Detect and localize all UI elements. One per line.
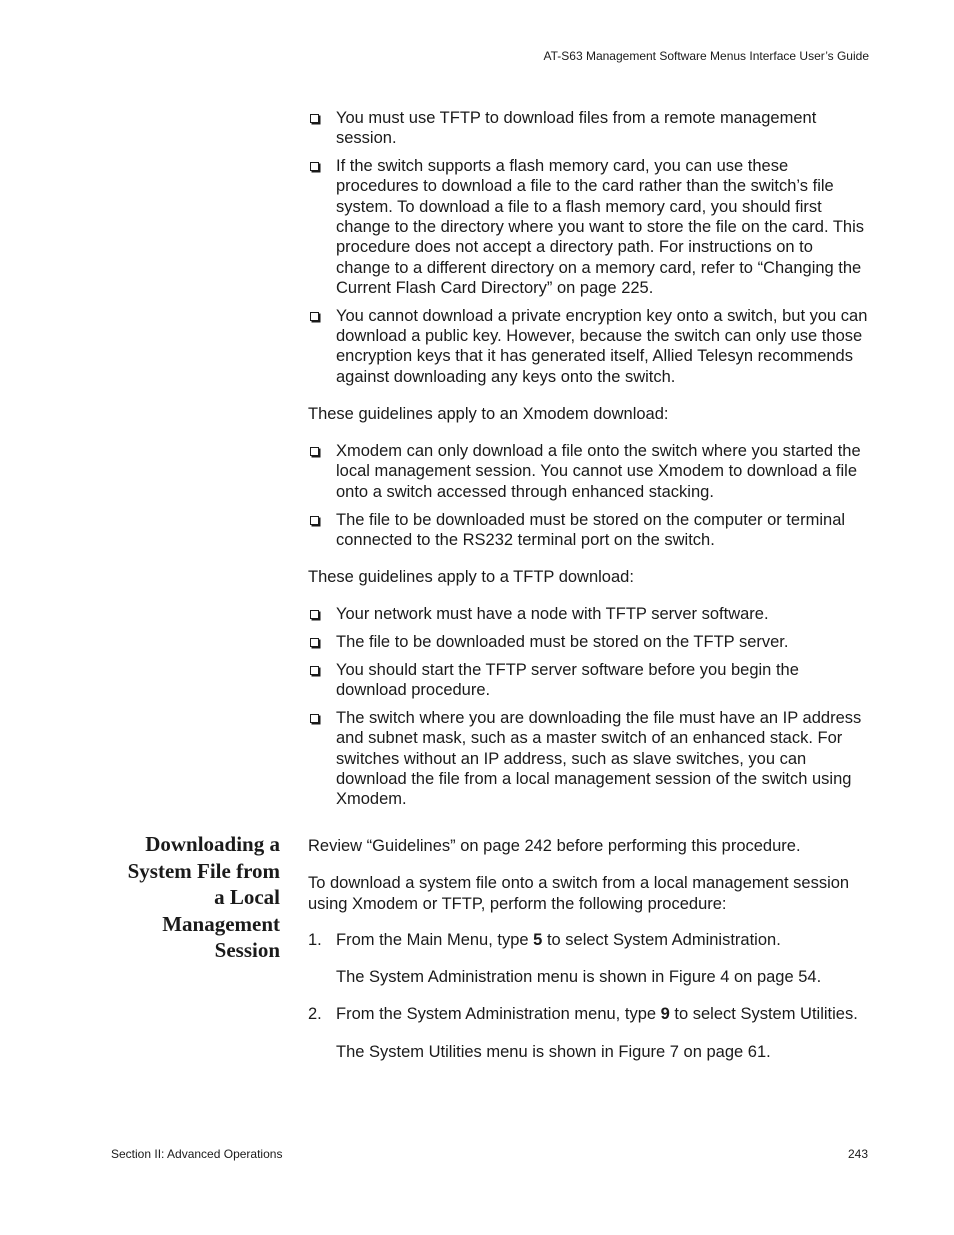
list-item [308,632,868,652]
list-item [308,708,868,809]
list-item [308,660,868,701]
list-item-text: You cannot download a private encryption key onto a switch, but you can download a public key. However, because the switch can only use those encryption keys that it has generated itself, Allied Telesyn recommends against downloading any keys onto the switch. [336,306,868,386]
list-item [308,156,868,298]
step-text: From the System Administration menu, type [336,1005,661,1024]
list-item-text: If the switch supports a flash memory card, you can use these procedures to download a file to the card rather than the switch’s file system. To download a file to a flash memory card, you should first change to the directory where you want to store the file on the card. This procedure does not accept a directory path. For instructions on to change to a different directory on a memory card, refer to “Changing the Current Flash Card Directory” on page 225. [336,157,864,297]
list-item [308,108,868,149]
list-item-text: The file to be downloaded must be stored on the TFTP server. [336,633,789,652]
step-key: 9 [660,1005,670,1024]
section-heading-line: Downloading a [145,832,280,856]
procedure-step [308,1004,873,1024]
procedure-step [308,930,873,950]
step-text: to select System Utilities. [669,1005,858,1024]
step-note: The System Administration menu is shown in Figure 4 on page 54. [336,968,822,987]
checkbox-bullet-icon [310,714,319,723]
tftp-guidelines-list [308,604,868,809]
checkbox-bullet-icon [310,610,319,619]
list-item [308,510,868,551]
list-item-text: The file to be downloaded must be stored on the computer or terminal connected to the RS232 terminal port on the switch. [336,510,846,549]
step-number: 2. [308,1005,322,1024]
list-item-text: You must use TFTP to download files from a remote management session. [336,109,817,148]
xmodem-intro: These guidelines apply to an Xmodem download: [308,404,669,423]
section-heading-line: a Local [214,885,280,909]
list-item [308,306,868,387]
list-item-text: You should start the TFTP server software before you begin the download procedure. [336,661,799,700]
step-note: The System Utilities menu is shown in Figure 7 on page 61. [336,1042,771,1061]
list-item [308,441,868,502]
step-text: From the Main Menu, type [336,930,534,949]
checkbox-bullet-icon [310,666,319,675]
section-heading-line: Management [162,911,280,936]
checkbox-bullet-icon [310,638,319,647]
general-guidelines-list [308,108,868,387]
procedure-intro: To download a system file onto a switch from a local management session using Xmodem or TFTP, perform the following procedure: [308,874,850,913]
checkbox-bullet-icon [310,516,319,525]
review-note: Review “Guidelines” on page 242 before performing this procedure. [308,837,801,855]
tftp-intro: These guidelines apply to a TFTP download: [308,568,634,587]
step-text: to select System Administration. [542,930,781,949]
xmodem-guidelines-list [308,441,868,550]
section-heading-line: Session [214,938,280,962]
checkbox-bullet-icon [310,312,319,321]
section-heading [100,831,280,964]
checkbox-bullet-icon [310,162,319,171]
guidelines-content [308,108,868,817]
page-number: 243 [847,1147,868,1161]
step-key: 5 [533,930,543,949]
checkbox-bullet-icon [310,447,319,456]
procedure-content [308,836,873,1062]
list-item-text: Xmodem can only download a file onto the switch where you started the local management session. You cannot use Xmodem to download a file onto a switch accessed through enhanced stacking. [336,442,861,501]
section-heading-line: System File from [127,858,280,883]
list-item [308,604,868,624]
running-header: AT-S63 Management Software Menus Interface User’s Guide [543,49,869,63]
footer-section: Section II: Advanced Operations [111,1147,283,1161]
checkbox-bullet-icon [310,114,319,123]
list-item-text: Your network must have a node with TFTP server software. [336,605,769,624]
list-item-text: The switch where you are downloading the file must have an IP address and subnet mask, such as a master switch of an enhanced stack. For switches without an IP address, such as slave switches, you can download the file from a local management session of the switch using Xmodem. [336,709,862,809]
step-number: 1. [308,930,322,949]
